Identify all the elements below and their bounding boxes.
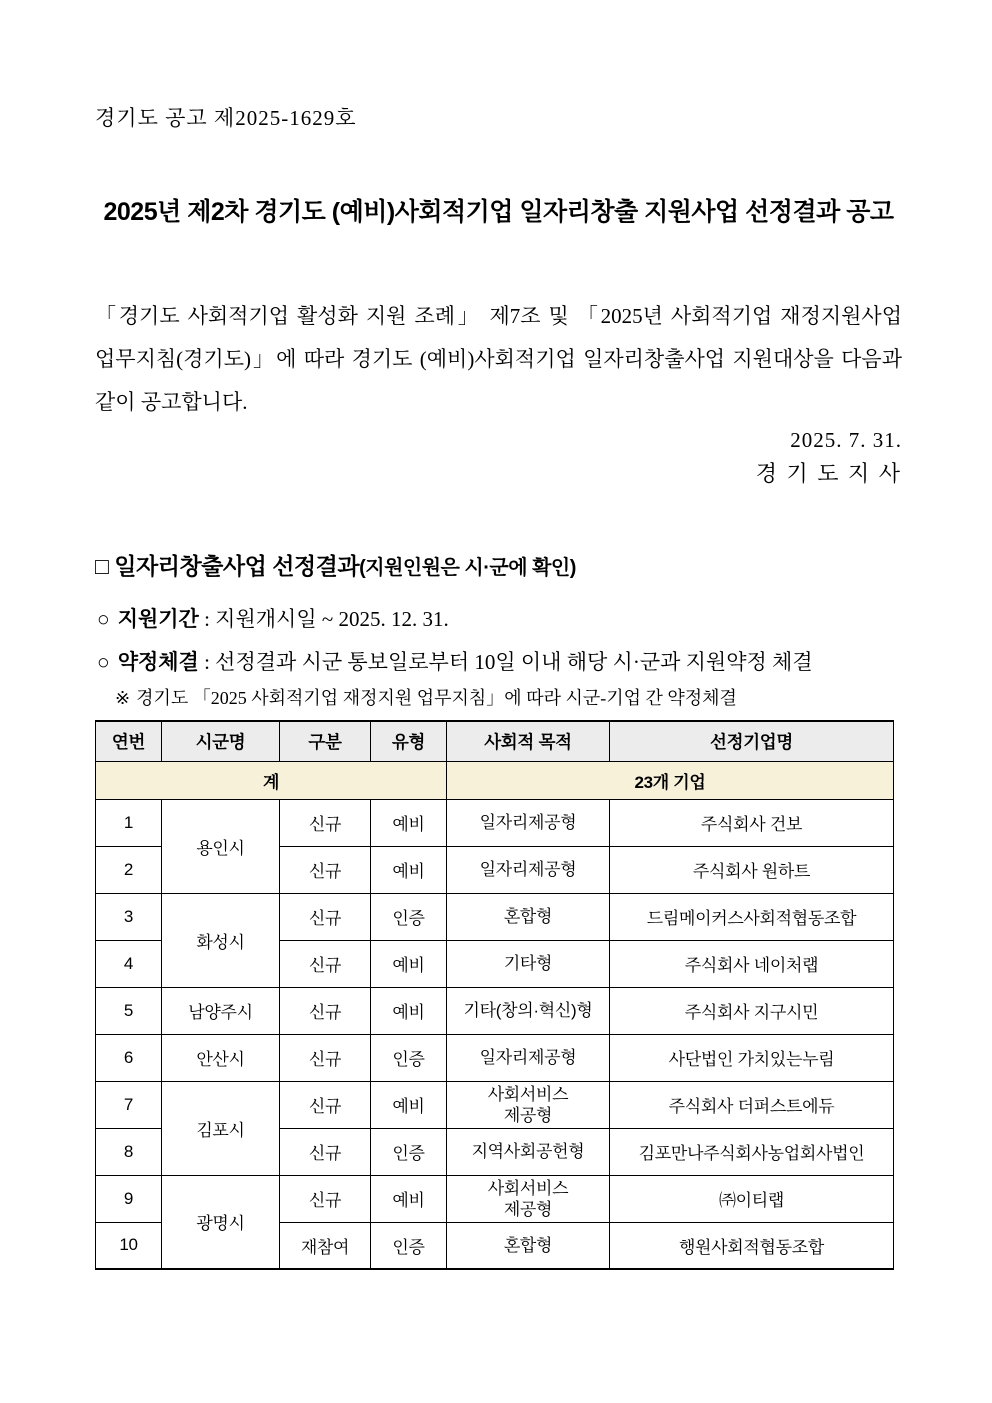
reference-note-text: 경기도 「2025 사회적기업 재정지원 업무지침」에 따라 시군-기업 간 약정체결 [136,688,737,708]
cell-type: 예비 [371,1175,447,1222]
table-summary-row [96,761,894,799]
table-row [96,893,894,940]
signer-governor: 경 기 도 지 사 [755,461,902,486]
cell-purpose: 일자리제공형 [447,846,610,893]
cell-category: 재참여 [280,1222,371,1269]
square-bullet-icon: □ [95,553,109,579]
selection-results-table [95,720,894,1270]
cell-purpose: 혼합형 [447,893,610,940]
cell-type: 예비 [371,799,447,846]
reference-note [95,685,902,711]
cell-company: 주식회사 더퍼스트에듀 [610,1081,894,1128]
summary-label: 계 [96,761,447,799]
cell-category: 신규 [280,799,371,846]
cell-purpose: 일자리제공형 [447,1034,610,1081]
cell-purpose: 지역사회공헌형 [447,1128,610,1175]
bullet-text-agreement: : 선정결과 시군 통보일로부터 10일 이내 해당 시·군과 지원약정 체결 [204,650,813,674]
section-title: 일자리창출사업 선정결과 [114,553,360,579]
cell-category: 신규 [280,1175,371,1222]
cell-purpose: 사회서비스 제공형 [447,1081,610,1128]
table-row [96,1175,894,1222]
cell-type: 예비 [371,940,447,987]
cell-company: 주식회사 네이처랩 [610,940,894,987]
cell-type: 예비 [371,846,447,893]
bullet-label-support-period: 지원기간 [117,608,199,631]
col-header-category: 구분 [280,721,371,761]
bullet-agreement [95,647,902,678]
cell-category: 신규 [280,893,371,940]
cell-company: 김포만나주식회사농업회사법인 [610,1128,894,1175]
cell-purpose: 사회서비스 제공형 [447,1175,610,1222]
col-header-city: 시군명 [162,721,280,761]
cell-city: 화성시 [162,893,280,987]
cell-type: 인증 [371,893,447,940]
circle-bullet-icon: ○ [97,651,110,674]
cell-company: 주식회사 건보 [610,799,894,846]
circle-bullet-icon: ○ [97,608,110,631]
cell-company: ㈜이티랩 [610,1175,894,1222]
cell-type: 인증 [371,1034,447,1081]
bullet-support-period [95,604,902,635]
col-header-company: 선정기업명 [610,721,894,761]
cell-company: 사단법인 가치있는누림 [610,1034,894,1081]
cell-type: 예비 [371,987,447,1034]
cell-company: 행원사회적협동조합 [610,1222,894,1269]
table-row [96,987,894,1034]
section-title-suffix: (지원인원은 시·군에 확인) [359,557,576,579]
summary-value: 23개 기업 [447,761,894,799]
cell-city: 광명시 [162,1175,280,1269]
cell-no: 7 [96,1081,162,1128]
cell-company: 주식회사 원하트 [610,846,894,893]
cell-no: 3 [96,893,162,940]
cell-purpose: 일자리제공형 [447,799,610,846]
cell-category: 신규 [280,940,371,987]
doc-number: 경기도 공고 제2025-1629호 [95,106,357,130]
table-row [96,1081,894,1128]
section-heading [95,548,902,586]
announcement-body: 「경기도 사회적기업 활성화 지원 조례」 제7조 및 「2025년 사회적기업 재정지원사업 업무지침(경기도)」에 따라 경기도 (예비)사회적기업 일자리창출사업 지원대상을 다음과 같이 공고합니다. [95,304,902,414]
page-title: 2025년 제2차 경기도 (예비)사회적기업 일자리창출 지원사업 선정결과 공고 [103,198,894,226]
cell-type: 예비 [371,1081,447,1128]
cell-city: 안산시 [162,1034,280,1081]
reference-mark-icon: ※ [115,688,131,708]
col-header-no: 연번 [96,721,162,761]
cell-no: 4 [96,940,162,987]
cell-no: 1 [96,799,162,846]
cell-category: 신규 [280,1128,371,1175]
cell-company: 드림메이커스사회적협동조합 [610,893,894,940]
cell-purpose: 기타(창의·혁신)형 [447,987,610,1034]
cell-category: 신규 [280,987,371,1034]
bullet-label-agreement: 약정체결 [117,651,199,674]
table-row [96,1034,894,1081]
cell-city: 남양주시 [162,987,280,1034]
announcement-date: 2025. 7. 31. [790,428,902,452]
cell-no: 6 [96,1034,162,1081]
cell-no: 5 [96,987,162,1034]
cell-city: 용인시 [162,799,280,893]
cell-no: 10 [96,1222,162,1269]
cell-category: 신규 [280,846,371,893]
cell-type: 인증 [371,1128,447,1175]
cell-no: 2 [96,846,162,893]
bullet-text-support-period: : 지원개시일 ~ 2025. 12. 31. [204,607,449,631]
table-header-row [96,721,894,761]
col-header-purpose: 사회적 목적 [447,721,610,761]
table-row [96,799,894,846]
cell-type: 인증 [371,1222,447,1269]
cell-no: 8 [96,1128,162,1175]
cell-category: 신규 [280,1034,371,1081]
cell-category: 신규 [280,1081,371,1128]
cell-city: 김포시 [162,1081,280,1175]
cell-company: 주식회사 지구시민 [610,987,894,1034]
cell-no: 9 [96,1175,162,1222]
cell-purpose: 혼합형 [447,1222,610,1269]
cell-purpose: 기타형 [447,940,610,987]
col-header-type: 유형 [371,721,447,761]
